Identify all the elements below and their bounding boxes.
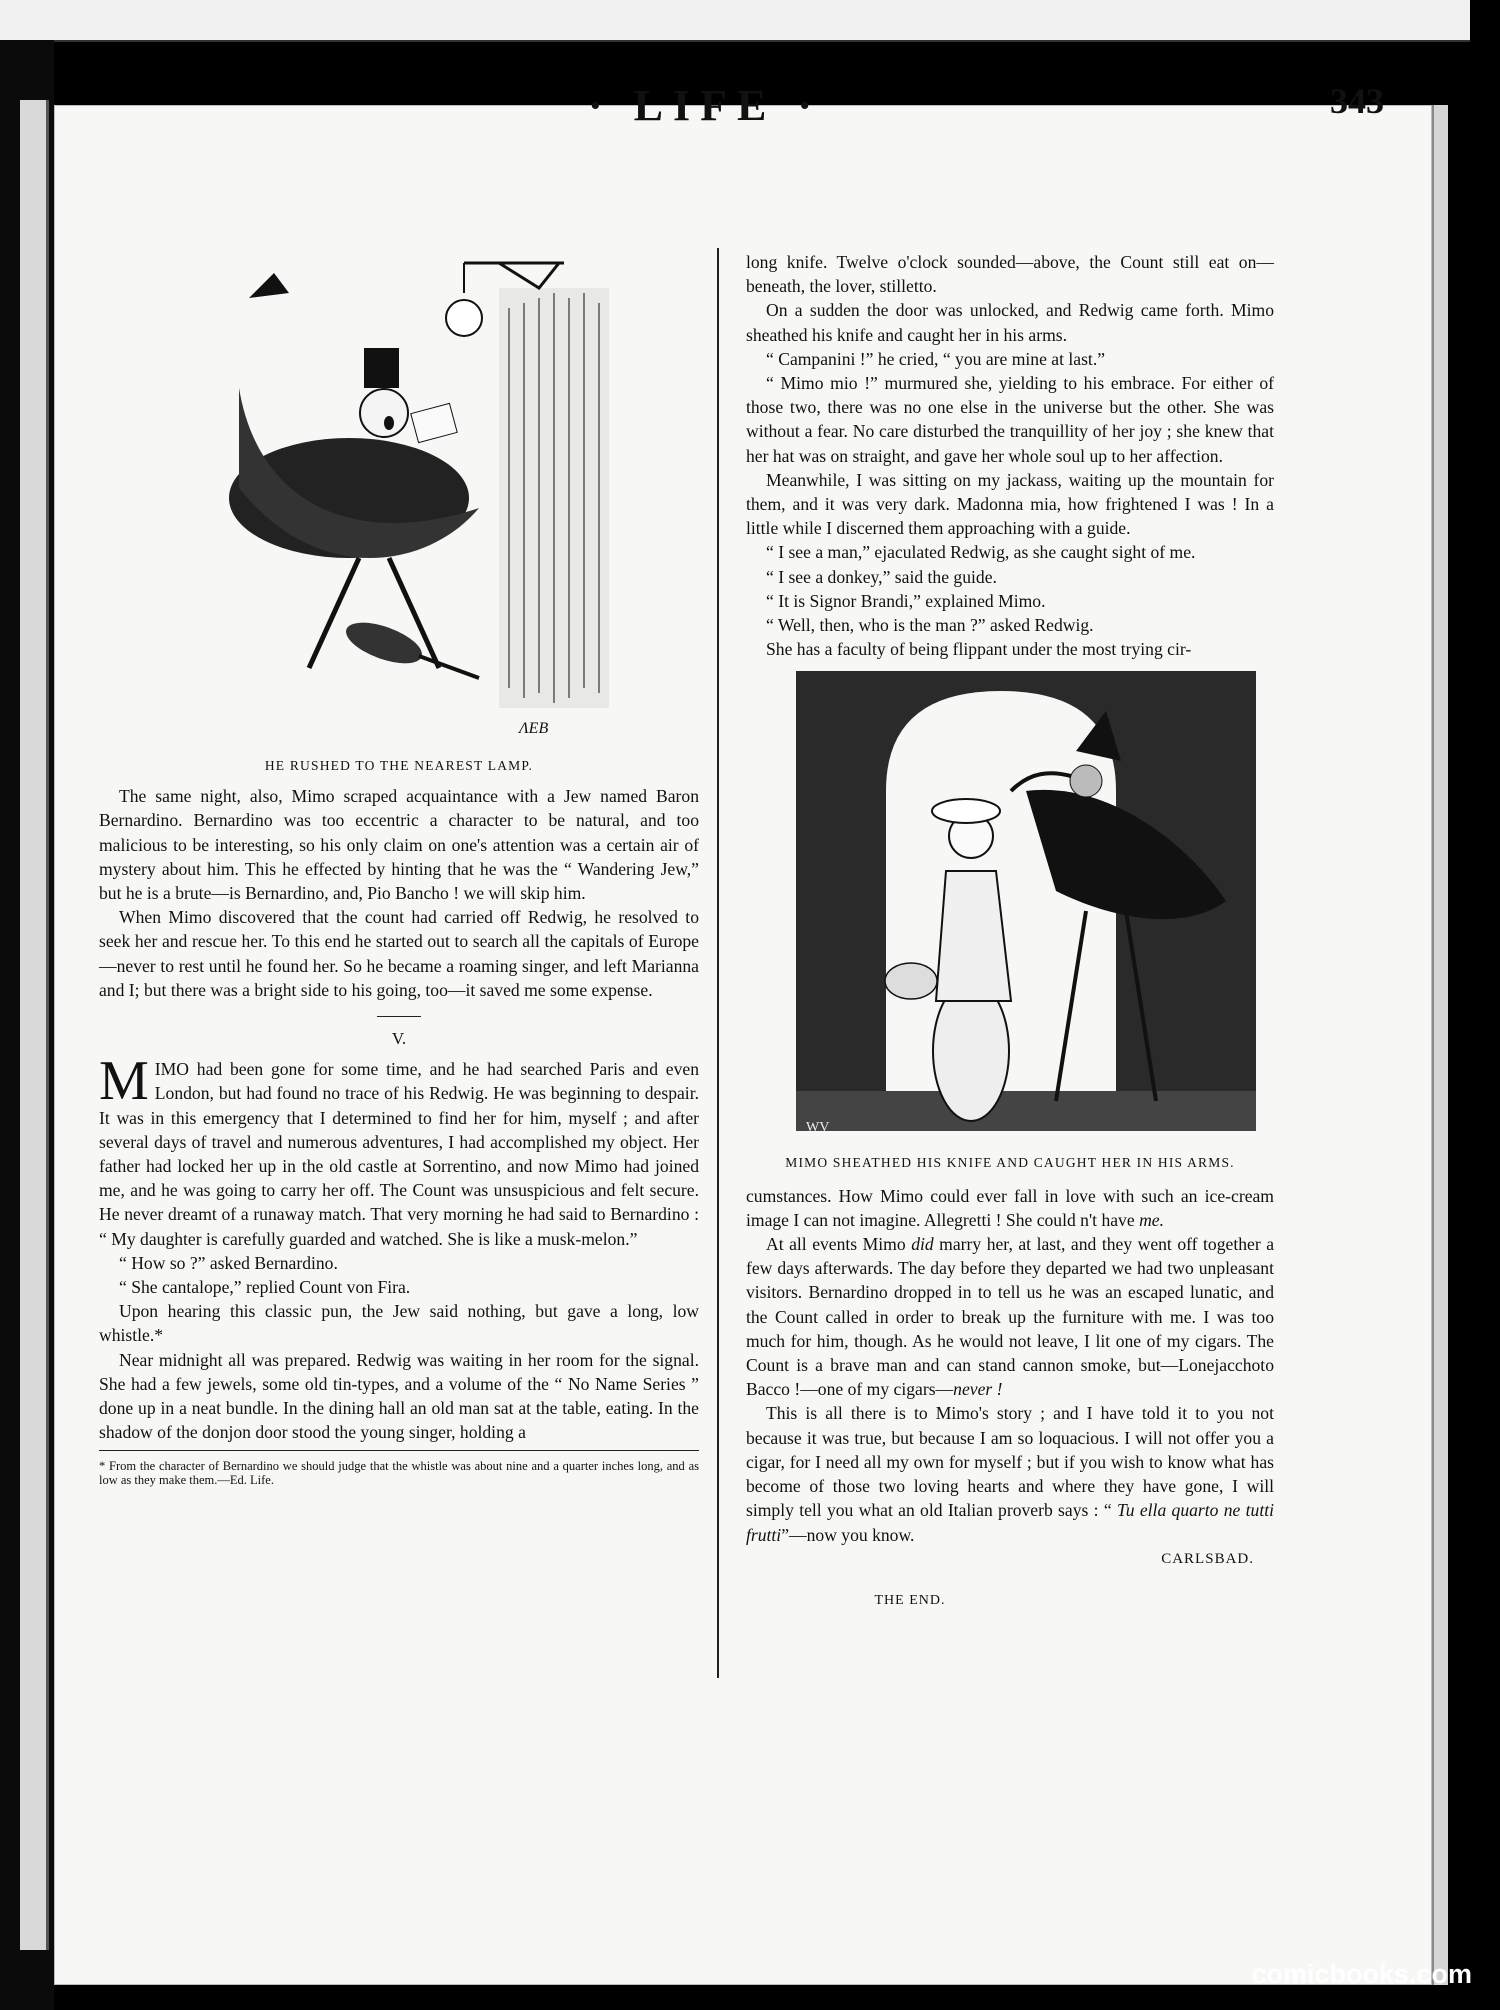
embrace-caption: MIMO SHEATHED HIS KNIFE AND CAUGHT HER IN HIS ARMS. [785,1155,1235,1171]
paragraph: Upon hearing this classic pun, the Jew said nothing, but gave a long, low whistle.* [99,1301,699,1346]
scan-right-edge [1432,105,1448,1985]
magazine-title: · LIFE · [587,81,823,130]
paragraph-text: cumstances. How Mimo could ever fall in love with such an ice-cream image I can not imagine. Allegretti ! She could n't have [746,1185,1274,1230]
paragraph: “ I see a donkey,” said the guide. [766,566,997,587]
section-opening-paragraph [99,1050,699,1251]
lamp-caption: HE RUSHED TO THE NEAREST LAMP. [264,758,534,773]
embrace-illustration [786,671,1266,1141]
site-watermark: comicbooks.com [1251,1959,1472,1989]
paragraph: “ Well, then, who is the man ?” asked Redwig. [766,615,1094,636]
svg-text:ΛЕВ: ΛЕВ [519,720,549,737]
footnote: * From the character of Bernardino we should judge that the whistle was about nine and a quarter inches long, and as low as they make them.—Ed. Life. [99,1450,699,1487]
paragraph: The same night, also, Mimo scraped acquaintance with a Jew named Baron Bernardino. Bernardino was too eccentric a character to be natural, and too malicious to be interesting, so his only claim on one's attention was a certain air of mystery about him. This he effected by hinting that he was the “ Wandering Jew,” but he is a brute—is Bernardino, and, Pio Bancho ! we will skip him. [99,786,699,904]
paragraph: She has a faculty of being flippant under the most trying cir- [766,639,1192,660]
scan-top-strip [0,0,1470,42]
paragraph-text: IMO had been gone for some time, and he had searched Paris and even London, but had found no trace of his Redwig. He was beginning to despair. It was in this emergency that I determined to find her for him, myself ; and after several days of travel and numerous adventures, I had accomplished my object. Her father had locked her up in the old castle at Sorrentino, and now Mimo had joined me, and he was going to carry her off. The Count was unsuspicious and felt secure. He never dreamt of a runaway match. That very morning he had said to Bernardino : “ My daughter is carefully guarded and watched. She is like a musk-melon.” [99,1059,699,1249]
paragraph: long knife. Twelve o'clock sounded—above, the Count still eat on—beneath, the lover, stilletto. [746,252,1274,297]
paragraph: On a sudden the door was unlocked, and Redwig came forth. Mimo sheathed his knife and caught her in his arms. [746,300,1274,345]
paragraph: “ How so ?” asked Bernardino. [119,1252,338,1273]
svg-text:WV: WV [806,1120,830,1136]
drop-cap: M [99,1050,149,1113]
paragraph: “ It is Signor Brandi,” explained Mimo. [766,590,1046,611]
embrace-drawing [786,671,1266,1141]
page-number: 343 [1330,81,1384,121]
paragraph: “ Mimo mio !” murmured she, yielding to his embrace. For either of those two, there was no one else in the universe but the other. She was without a fear. No care disturbed the tranquillity of her joy ; she knew that her hat was on straight, and gave her whole soul up to her affection. [746,373,1274,466]
scan-left-edge [0,40,54,2010]
emphasis: never ! [953,1379,1003,1400]
section-heading: V. [391,1029,407,1049]
paragraph: When Mimo discovered that the count had carried off Redwig, he resolved to seek her and rescue her. To this end he started out to search all the capitals of Europe—never to rest until he found her. So he became a roaming singer, and left Marianna and I; but there was a bright side to his going, too—it saved me some expense. [99,907,699,1000]
right-column [746,250,1274,1613]
paragraph [746,1232,1274,1401]
paragraph-text: ”—now you know. [781,1524,915,1545]
emphasis: Tu ella quarto ne tutti frutti [746,1500,1275,1545]
left-column [99,248,699,1487]
emphasis: did [911,1234,934,1255]
paragraph: “ I see a man,” ejaculated Redwig, as she caught sight of me. [766,542,1196,563]
lamp-illustration [199,248,619,748]
lamp-drawing [199,248,619,748]
paragraph-text: At all events Mimo [766,1234,912,1255]
author-signature: CARLSBAD. [1161,1550,1254,1567]
section-divider [377,1016,421,1017]
paragraph: “ She cantalope,” replied Count von Fira. [119,1277,411,1298]
paragraph: Near midnight all was prepared. Redwig was waiting in her room for the signal. She had a few jewels, some old tin-types, and a volume of the “ No Name Series ” done up in a neat bundle. In the dining hall an old man sat at the table, eating. In the shadow of the donjon door stood the young singer, holding a [99,1349,699,1443]
paragraph [746,1184,1274,1232]
paragraph [746,1401,1274,1546]
column-rule [717,248,719,1678]
paragraph-text: marry her, at last, and they went off together a few days afterwards. The day before they departed we had two unpleasant visitors. Bernardino dropped in to tell us he was an escaped lunatic, and the Count called in order to break up the furniture with me. I was too much for him, though. As he would not leave, I lit one of my cigars. The Count is a brave man and can stand cannon smoke, but—Lonejacchoto Bacco !—one of my cigars— [746,1234,1274,1400]
paragraph: “ Campanini !” he cried, “ you are mine at last.” [766,348,1106,369]
paragraph-text: This is all there is to Mimo's story ; and I have told it to you not because it was true, but because I am so loquacious. I will not offer you a cigar, for I need all my own for myself ; but if you wish to know what has become of those two loving hearts and where they have gone, I will simply tell you what an old Italian proverb says : “ [746,1403,1274,1521]
binding-edge [20,100,49,1950]
paragraph: Meanwhile, I was sitting on my jackass, waiting up the mountain for them, and it was very dark. Madonna mia, how frightened I was ! In a little while I discerned them approaching with a guide. [746,469,1274,539]
the-end-marker: THE END. [874,1592,946,1608]
emphasis: me. [1139,1209,1164,1230]
